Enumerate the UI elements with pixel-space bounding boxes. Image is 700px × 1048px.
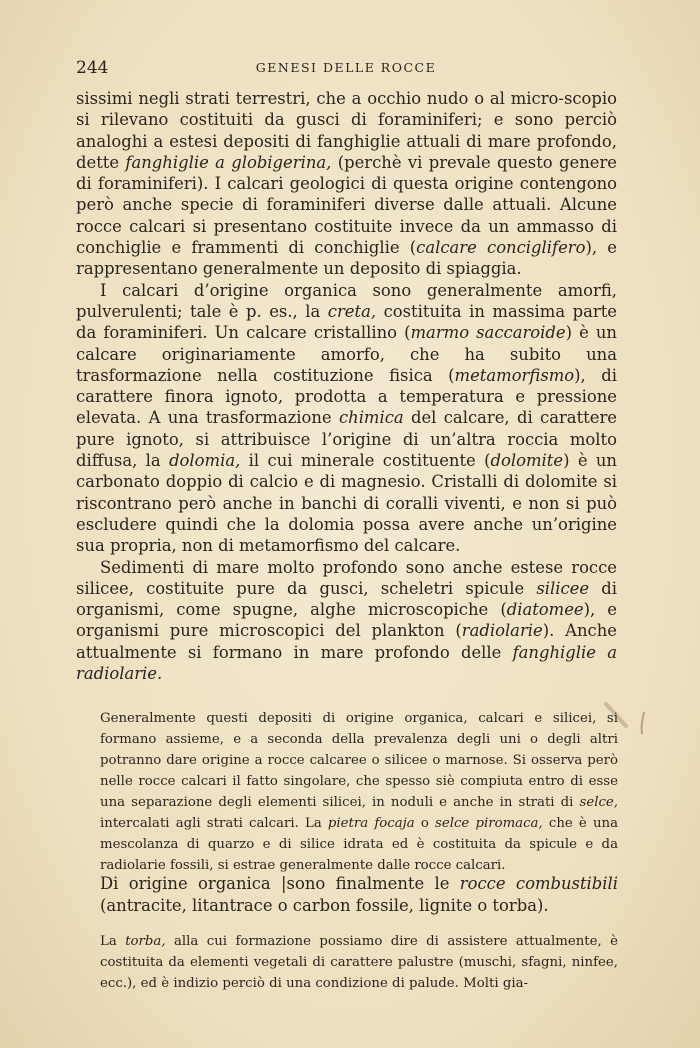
- text-run: ). Anche attualmente si formano in mare profondo delle: [76, 621, 617, 662]
- italic-term: diatomee: [506, 600, 584, 620]
- text-run: o: [414, 816, 436, 831]
- italic-term: pietra focaja: [327, 816, 415, 831]
- text-run: (perchè vi prevale questo genere di foraminiferi). I calcari geologici di questa origine contengono però anche specie di foraminiferi diverse dalle attuali. Alcune rocce calcari si presentano costituite invece da un ammasso di conchiglie e frammenti di conchiglie (: [76, 152, 617, 258]
- note-text: [100, 931, 618, 994]
- italic-term: selce,: [579, 795, 618, 810]
- italic-term: fanghiglie a radiolarie.: [76, 642, 617, 684]
- italic-term: marmo saccaroide: [410, 323, 566, 343]
- text-run: il cui minerale costituente (: [240, 451, 491, 471]
- italic-term: chimica: [338, 408, 404, 428]
- main-text: [76, 88, 617, 684]
- italic-term: torba,: [125, 934, 166, 949]
- italic-term: dolomite: [490, 451, 564, 471]
- italic-term: selce piromaca,: [435, 816, 543, 831]
- small-print-note: [100, 931, 618, 994]
- paragraph: [76, 88, 617, 280]
- italic-term: creta,: [327, 301, 377, 321]
- text-run: ) è un carbonato doppio di calcio e di magnesio. Cristalli di dolomite si riscontrano però anche in banchi di coralli viventi, e non si può escludere quindi che la dolomia possa avere anche un’origine sua propria, non di metamorfismo del calcare.: [76, 451, 617, 556]
- text-run: Generalmente questi depositi di origine organica, calcari e silicei, si formano assieme, e a seconda della prevalenza degli uni o degli altri potranno dare origine a rocce calcaree o silicee o marnose. Si osserva però nelle rocce calcari il fatto singolare, che spesso siè compiuta entro di esse una separazione degli elementi silicei, in noduli e anche in strati di: [100, 711, 618, 810]
- text-run: intercalati agli strati calcari. La: [100, 816, 328, 831]
- page-number: 244: [76, 58, 109, 78]
- italic-term: radiolarie: [461, 621, 543, 641]
- paragraph: [100, 873, 618, 917]
- text-run: sissimi negli strati terrestri, che a occhio nudo o al micro-scopio si rilevano costituiti da gusci di foraminiferi; e sono perciò analoghi a estesi depositi di fanghiglie attuali di mare profondo, dette: [76, 89, 617, 172]
- text-run: alla cui formazione possiamo dire di assistere attualmente, è costituita da elementi vegetali di carattere palustre (muschi, sfagni, ninfee, ecc.), ed è indizio perciò di una condizione di palude. Molti gia-: [100, 934, 618, 991]
- note-text: [100, 708, 618, 876]
- text-run: (antracite, litantrace o carbon fossile, lignite o torba).: [100, 896, 549, 915]
- text-run: di organismi, come spugne, alghe microscopiche (: [76, 578, 617, 620]
- text-run: ), e rappresentano generalmente un deposito di spiaggia.: [76, 238, 617, 279]
- combustibili-paragraph: [100, 873, 618, 917]
- paragraph: [76, 557, 617, 685]
- italic-term: fanghiglie a globigerina,: [125, 152, 332, 172]
- italic-term: dolomia,: [169, 451, 241, 471]
- paragraph: [76, 280, 617, 557]
- italic-term: silicee: [536, 578, 590, 598]
- text-run: I calcari d’origine organica sono generalmente amorfi, pulverulenti; tale è p. es., la: [76, 280, 617, 321]
- small-print-note: [100, 708, 618, 876]
- text-run: ), di carattere finora ignoto, prodotta a temperatura e pressione elevata. A una trasformazione: [76, 365, 617, 428]
- text-run: Di origine organica |sono finalmente le: [100, 874, 460, 893]
- text-run: del calcare, di carattere pure ignoto, si attribuisce l’origine di un’altra roccia molto diffusa, la: [76, 408, 617, 471]
- text-run: ) è un calcare originariamente amorfo, che ha subito una trasformazione nella costituzione fisica (: [76, 323, 617, 385]
- running-title: GENESI DELLE ROCCE: [255, 60, 437, 75]
- text-run: che è una mescolanza di quarzo e di silice idrata ed è costituita da spicule e da radiolarie fossili, si estrae generalmente dalle rocce calcari.: [100, 816, 618, 873]
- page-header: [76, 58, 616, 82]
- italic-term: metamorfismo: [454, 365, 575, 385]
- italic-term: calcare conciglifero: [416, 238, 586, 258]
- text-run: Sedimenti di mare molto profondo sono anche estese rocce silicee, costituite pure da gusci, scheletri spicule: [76, 557, 617, 598]
- text-run: ), e organismi pure microscopici del plankton (: [76, 600, 618, 641]
- text-run: La: [100, 934, 126, 949]
- italic-term: rocce combustibili: [459, 874, 618, 893]
- text-run: costituita in massima parte da foraminiferi. Un calcare cristallino (: [76, 301, 617, 343]
